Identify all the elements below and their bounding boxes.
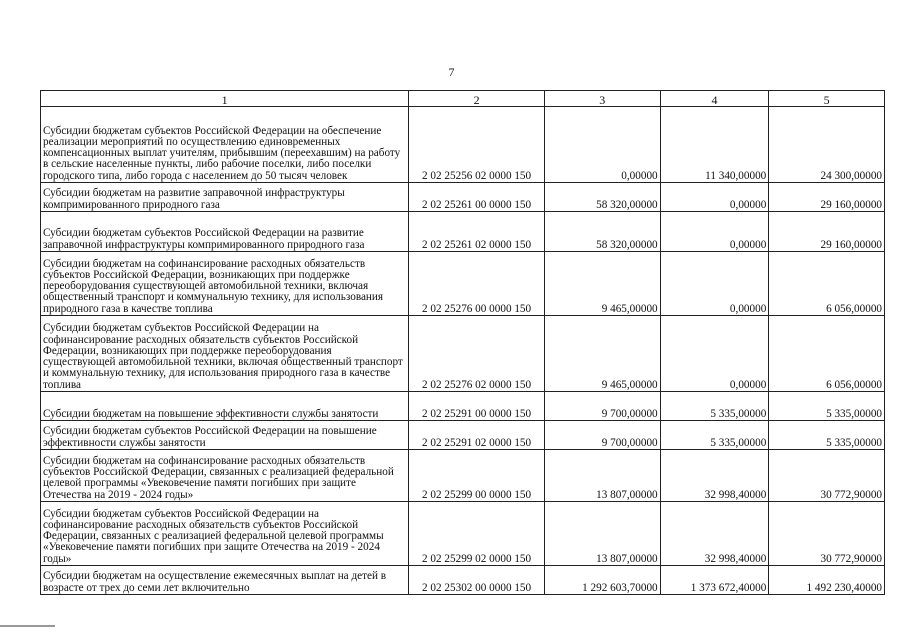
- row-value-col3: 9 700,00000: [544, 392, 660, 421]
- row-name: Субсидии бюджетам субъектов Российской Федерации на повышение эффективности службы занятости: [41, 421, 409, 450]
- row-code: 2 02 25261 00 0000 150: [409, 183, 545, 212]
- row-code: 2 02 25302 00 0000 150: [409, 566, 545, 595]
- header-col-1: 1: [41, 91, 409, 107]
- row-code: 2 02 25261 02 0000 150: [409, 212, 545, 252]
- row-value-col5: 30 772,90000: [769, 502, 885, 566]
- row-name: Субсидии бюджетам на софинансирование расходных обязательств субъектов Российской Федерации, возникающих при поддержке переоборудования существующей автомобильной техники, включая общественный транспорт и коммунальную технику, для использования природного газа в качестве топлива: [41, 252, 409, 316]
- row-value-col3: 13 807,00000: [544, 450, 660, 502]
- row-value-col5: 5 335,00000: [769, 392, 885, 421]
- row-value-col3: 13 807,00000: [544, 502, 660, 566]
- table-row: [41, 212, 885, 252]
- row-value-col3: 58 320,00000: [544, 183, 660, 212]
- row-value-col4: 1 373 672,40000: [660, 566, 769, 595]
- row-code: 2 02 25291 00 0000 150: [409, 392, 545, 421]
- row-value-col3: 9 465,00000: [544, 252, 660, 316]
- table-row: [41, 421, 885, 450]
- row-value-col4: 11 340,00000: [660, 107, 769, 183]
- scan-edge-mark: [0, 625, 55, 627]
- table-row: [41, 392, 885, 421]
- row-name: Субсидии бюджетам субъектов Российской Федерации на софинансирование расходных обязательств субъектов Российской Федерации, связанных с реализацией федеральной целевой программы «Увековечение памяти погибших при защите Отечества на 2019 - 2024 годы»: [41, 502, 409, 566]
- row-value-col3: 0,00000: [544, 107, 660, 183]
- row-code: 2 02 25299 02 0000 150: [409, 502, 545, 566]
- row-value-col5: 29 160,00000: [769, 212, 885, 252]
- row-value-col4: 32 998,40000: [660, 502, 769, 566]
- row-value-col5: 5 335,00000: [769, 421, 885, 450]
- row-value-col4: 5 335,00000: [660, 421, 769, 450]
- row-name: Субсидии бюджетам на осуществление ежемесячных выплат на детей в возрасте от трех до семи лет включительно: [41, 566, 409, 595]
- row-value-col4: 0,00000: [660, 316, 769, 392]
- row-value-col5: 6 056,00000: [769, 252, 885, 316]
- header-col-4: 4: [660, 91, 769, 107]
- table-row: [41, 502, 885, 566]
- header-col-5: 5: [769, 91, 885, 107]
- row-name: Субсидии бюджетам субъектов Российской Федерации на софинансирование расходных обязательств субъектов Российской Федерации, возникающих при поддержке переоборудования существующей автомобильной техники, включая общественный транспорт и коммунальную технику, для использования природного газа в качестве топлива: [41, 316, 409, 392]
- table-row: [41, 316, 885, 392]
- header-col-2: 2: [409, 91, 545, 107]
- row-value-col3: 9 700,00000: [544, 421, 660, 450]
- table-row: [41, 183, 885, 212]
- header-col-3: 3: [544, 91, 660, 107]
- table-row: [41, 252, 885, 316]
- row-value-col5: 6 056,00000: [769, 316, 885, 392]
- table-row: [41, 107, 885, 183]
- row-value-col5: 30 772,90000: [769, 450, 885, 502]
- row-name: Субсидии бюджетам на развитие заправочной инфраструктуры компримированного природного газа: [41, 183, 409, 212]
- row-value-col5: 29 160,00000: [769, 183, 885, 212]
- row-value-col5: 1 492 230,40000: [769, 566, 885, 595]
- row-code: 2 02 25299 00 0000 150: [409, 450, 545, 502]
- row-value-col3: 58 320,00000: [544, 212, 660, 252]
- row-code: 2 02 25276 02 0000 150: [409, 316, 545, 392]
- budget-table: [40, 90, 885, 595]
- row-code: 2 02 25276 00 0000 150: [409, 252, 545, 316]
- row-value-col4: 0,00000: [660, 212, 769, 252]
- row-code: 2 02 25256 02 0000 150: [409, 107, 545, 183]
- table-row: [41, 566, 885, 595]
- row-value-col4: 0,00000: [660, 183, 769, 212]
- row-value-col3: 9 465,00000: [544, 316, 660, 392]
- row-value-col4: 5 335,00000: [660, 392, 769, 421]
- row-code: 2 02 25291 02 0000 150: [409, 421, 545, 450]
- row-value-col4: 32 998,40000: [660, 450, 769, 502]
- row-value-col5: 24 300,00000: [769, 107, 885, 183]
- row-name: Субсидии бюджетам на повышение эффективности службы занятости: [41, 392, 409, 421]
- row-value-col3: 1 292 603,70000: [544, 566, 660, 595]
- page-number: 7: [448, 65, 455, 79]
- row-value-col4: 0,00000: [660, 252, 769, 316]
- row-name: Субсидии бюджетам субъектов Российской Федерации на развитие заправочной инфраструктуры компримированного природного газа: [41, 212, 409, 252]
- header-row: [41, 91, 885, 107]
- row-name: Субсидии бюджетам на софинансирование расходных обязательств субъектов Российской Федерации, связанных с реализацией федеральной целевой программы «Увековечение памяти погибших при защите Отечества на 2019 - 2024 годы»: [41, 450, 409, 502]
- table-row: [41, 450, 885, 502]
- row-name: Субсидии бюджетам субъектов Российской Федерации на обеспечение реализации мероприятий по осуществлению единовременных компенсационных выплат учителям, прибывшим (переехавшим) на работу в сельские населенные пункты, либо рабочие поселки, либо поселки городского типа, либо города с населением до 50 тысяч человек: [41, 107, 409, 183]
